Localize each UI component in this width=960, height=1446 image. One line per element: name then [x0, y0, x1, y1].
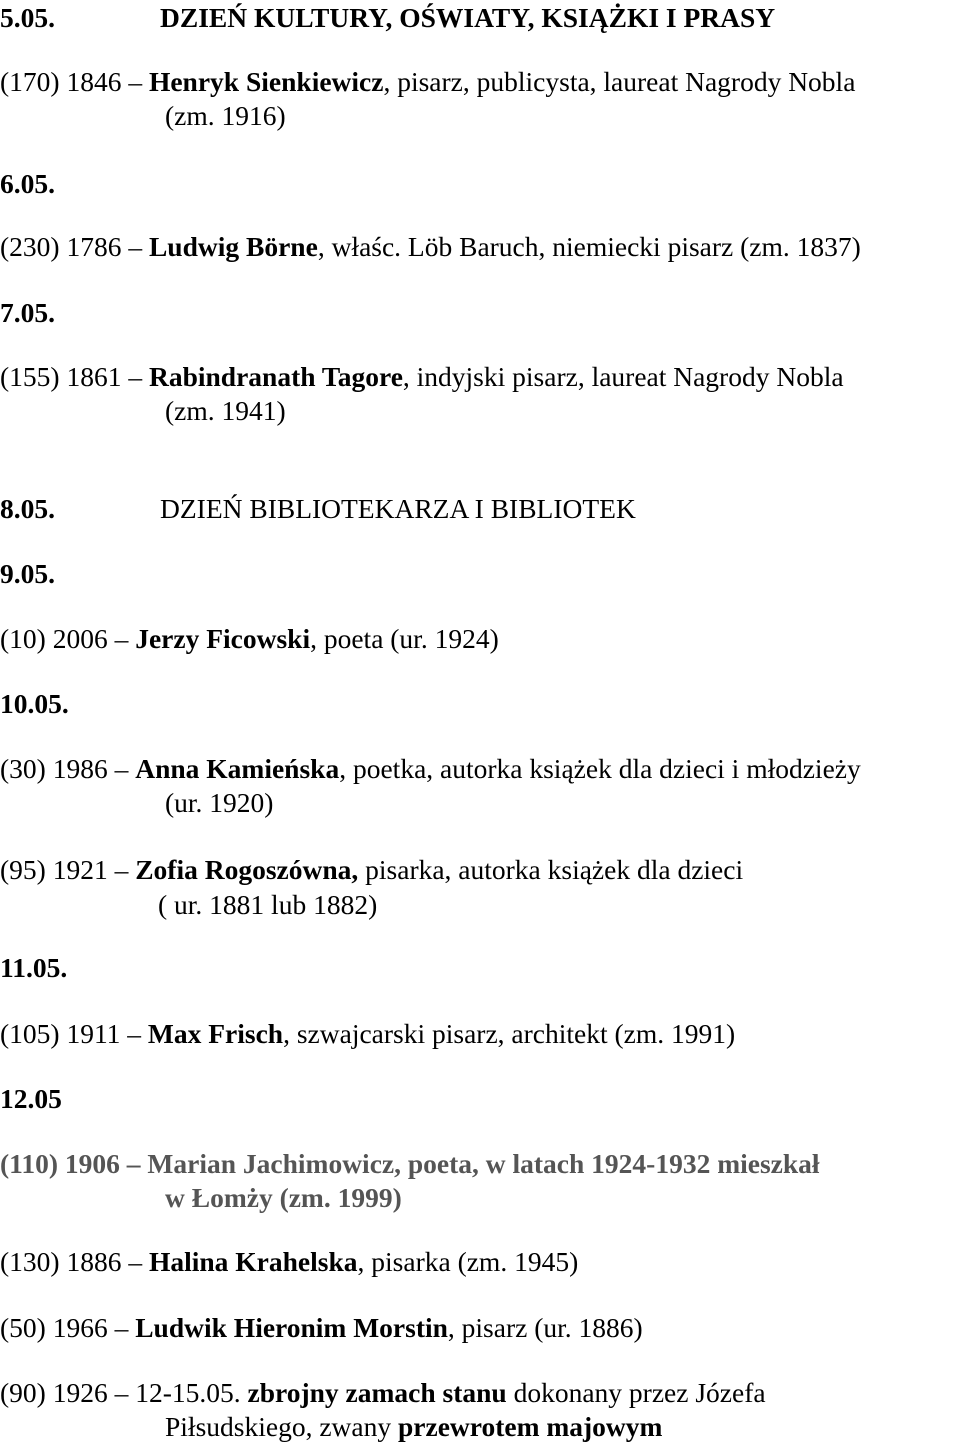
person-name: Ludwik Hieronim Morstin	[135, 1312, 448, 1343]
entry-continuation: ( ur. 1881 lub 1882)	[158, 889, 378, 920]
person-name: Ludwig Börne	[148, 231, 318, 262]
date-heading: 5.05. DZIEŃ KULTURY, OŚWIATY, KSIĄŻKI I PRASY	[0, 2, 776, 33]
entry: (50) 1966 – Ludwik Hieronim Morstin, pisarz (ur. 1886)	[0, 1312, 643, 1343]
entry: (10) 2006 – Jerzy Ficowski, poeta (ur. 1924)	[0, 623, 499, 654]
entry-continuation: (zm. 1941)	[165, 395, 286, 426]
date-heading: 11.05.	[0, 952, 68, 983]
person-name: Jerzy Ficowski	[135, 623, 311, 654]
person-name: Zofia Rogoszówna,	[135, 854, 359, 885]
entry-continuation: w Łomży (zm. 1999)	[165, 1182, 402, 1213]
date-heading: 6.05.	[0, 168, 55, 199]
day-title: DZIEŃ BIBLIOTEKARZA I BIBLIOTEK	[160, 493, 636, 524]
entry: (110) 1906 – Marian Jachimowicz, poeta, w latach 1924-1932 mieszkał	[0, 1148, 820, 1179]
person-name: Halina Krahelska	[148, 1246, 358, 1277]
person-name: Rabindranath Tagore	[148, 361, 403, 392]
entry: (230) 1786 – Ludwig Börne, właśc. Löb Baruch, niemiecki pisarz (zm. 1837)	[0, 231, 861, 262]
person-name: Max Frisch	[147, 1018, 284, 1049]
entry: (130) 1886 – Halina Krahelska, pisarka (zm. 1945)	[0, 1246, 579, 1277]
entry: (155) 1861 – Rabindranath Tagore, indyjski pisarz, laureat Nagrody Nobla	[0, 361, 844, 392]
entry: (105) 1911 – Max Frisch, szwajcarski pisarz, architekt (zm. 1991)	[0, 1018, 736, 1049]
entry: (90) 1926 – 12-15.05. zbrojny zamach stanu dokonany przez Józefa	[0, 1377, 766, 1408]
entry: (95) 1921 – Zofia Rogoszówna, pisarka, autorka książek dla dzieci	[0, 854, 744, 885]
person-name: Anna Kamieńska	[135, 753, 340, 784]
day-title: DZIEŃ KULTURY, OŚWIATY, KSIĄŻKI I PRASY	[160, 2, 776, 33]
entry: (170) 1846 – Henryk Sienkiewicz, pisarz, publicysta, laureat Nagrody Nobla	[0, 66, 856, 97]
entry-continuation: Piłsudskiego, zwany przewrotem majowym	[165, 1411, 663, 1442]
entry-continuation: (ur. 1920)	[165, 787, 274, 818]
entry: (30) 1986 – Anna Kamieńska, poetka, autorka książek dla dzieci i młodzieży	[0, 753, 861, 784]
date-heading: 7.05.	[0, 297, 55, 328]
event-name: przewrotem majowym	[397, 1411, 663, 1442]
event-name: zbrojny zamach stanu	[247, 1377, 507, 1408]
date-heading: 8.05. DZIEŃ BIBLIOTEKARZA I BIBLIOTEK	[0, 493, 636, 524]
date-heading: 9.05.	[0, 558, 55, 589]
date-heading: 12.05	[0, 1083, 62, 1114]
person-name: Henryk Sienkiewicz	[148, 66, 384, 97]
date-heading: 10.05.	[0, 688, 69, 719]
entry-continuation: (zm. 1916)	[165, 100, 286, 131]
